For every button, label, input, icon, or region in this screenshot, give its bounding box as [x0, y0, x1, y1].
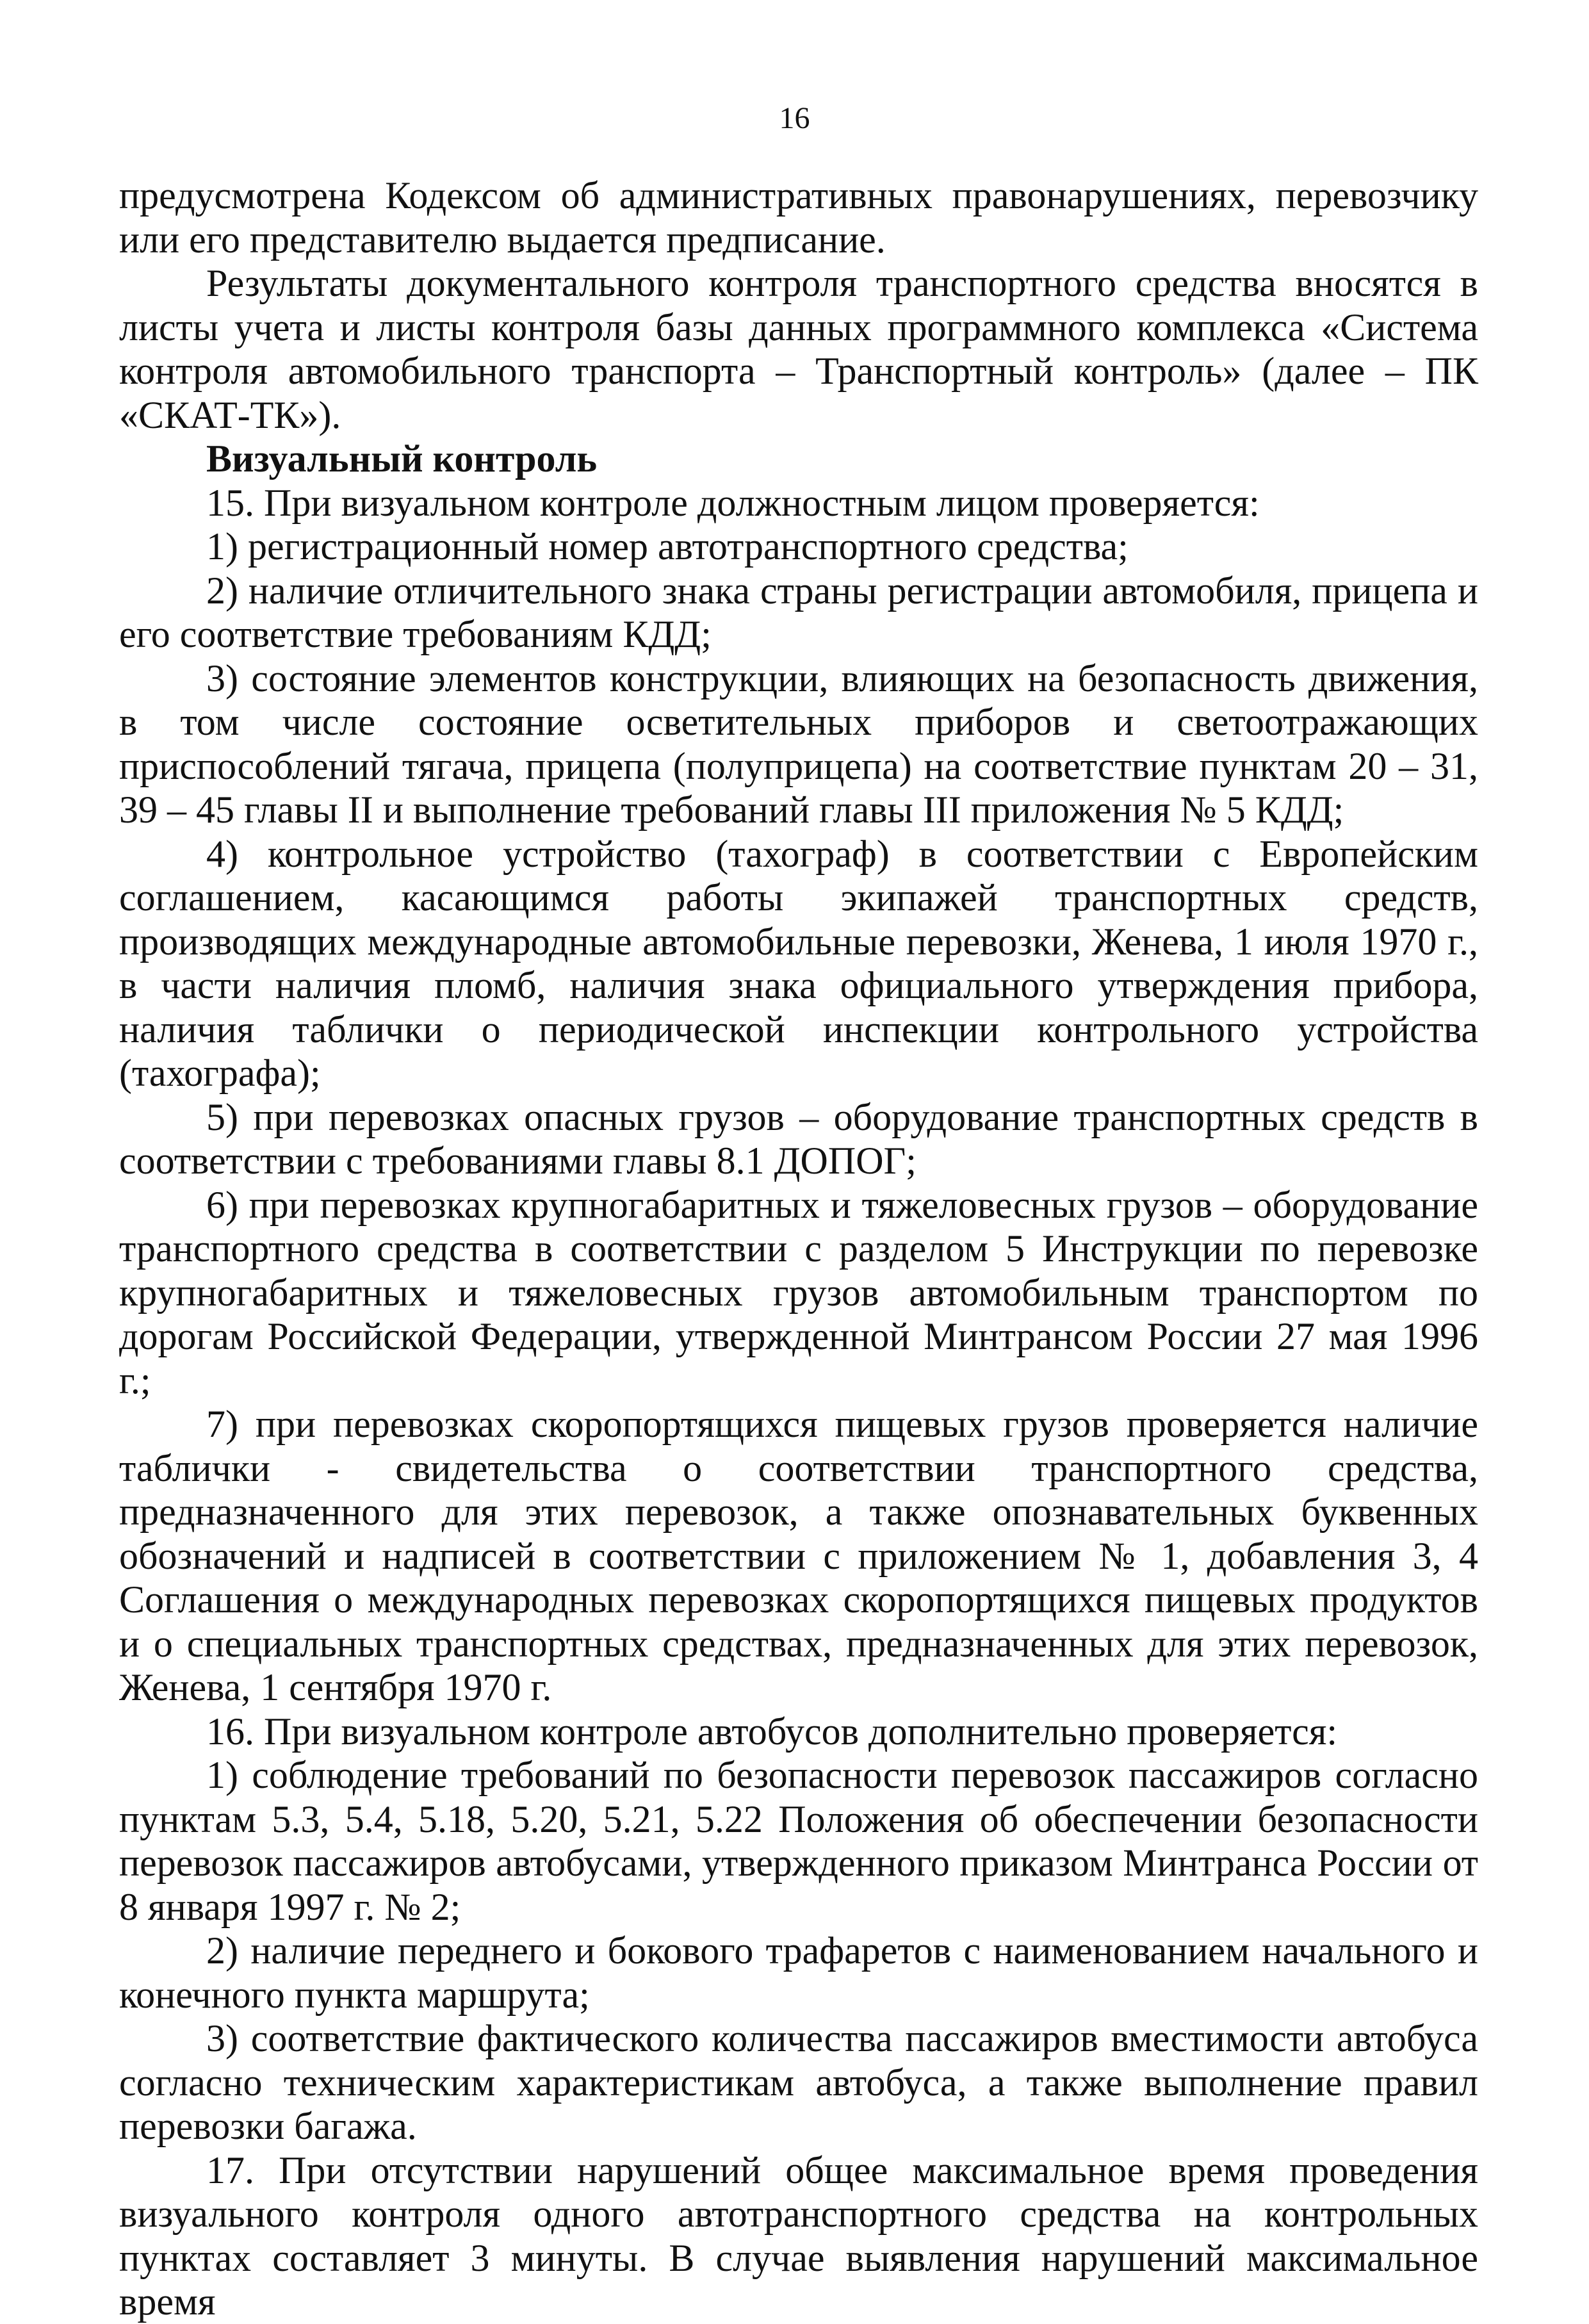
clause-15-item-4: 4) контрольное устройство (тахограф) в соответствии с Европейским соглашением, касающимся работы экипажей транспортных средств, производящих международные автомобильные перевозки, Женева, 1 июля 1970 г., в части наличия пломб, наличия знака официального утверждения прибора, наличия таблички о периодической инспекции контрольного устройства (тахографа); [119, 832, 1478, 1094]
clause-16-item-1: 1) соблюдение требований по безопасности перевозок пассажиров согласно пунктам 5.3, 5.4, 5.18, 5.20, 5.21, 5.22 Положения об обеспечении безопасности перевозок пассажиров автобусами, утвержденного приказом Минтранса России от 8 января 1997 г. № 2; [119, 1754, 1478, 1928]
clause-15-item-5: 5) при перевозках опасных грузов – оборудование транспортных средств в соответствии с требованиями главы 8.1 ДОПОГ; [119, 1095, 1478, 1182]
clause-15-item-7: 7) при перевозках скоропортящихся пищевых грузов проверяется наличие таблички - свидетельства о соответствии транспортного средства, предназначенного для этих перевозок, а также опознавательных буквенных обозначений и надписей в соответствии с приложением № 1, добавления 3, 4 Соглашения о международных перевозках скоропортящихся пищевых продуктов и о специальных транспортных средствах, предназначенных для этих перевозок, Женева, 1 сентября 1970 г. [119, 1403, 1478, 1708]
paragraph-results: Результаты документального контроля транспортного средства вносятся в листы учета и листы контроля базы данных программного комплекса «Система контроля автомобильного транспорта – Транспортный контроль» (далее – ПК «СКАТ-ТК»). [119, 262, 1478, 436]
clause-15-item-6: 6) при перевозках крупногабаритных и тяжеловесных грузов – оборудование транспортного средства в соответствии с разделом 5 Инструкции по перевозке крупногабаритных и тяжеловесных грузов автомобильным транспортом по дорогам Российской Федерации, утвержденной Минтрансом России 27 мая 1996 г.; [119, 1183, 1478, 1402]
document-body [119, 174, 1478, 2324]
clause-15: 15. При визуальном контроле должностным лицом проверяется: [206, 481, 1260, 524]
clause-15-item-2: 2) наличие отличительного знака страны регистрации автомобиля, прицепа и его соответствие требованиям КДД; [119, 569, 1478, 655]
clause-17: 17. При отсутствии нарушений общее максимальное время проведения визуального контроля одного автотранспортного средства на контрольных пунктах составляет 3 минуты. В случае выявления нарушений максимальное время [119, 2148, 1478, 2323]
section-heading-visual-control: Визуальный контроль [206, 438, 598, 480]
clause-15-item-3: 3) состояние элементов конструкции, влияющих на безопасность движения, в том числе состояние осветительных приборов и светоотражающих приспособлений тягача, прицепа (полуприцепа) на соответствие пунктам 20 – 31, 39 – 45 главы II и выполнение требований главы III приложения № 5 КДД; [119, 657, 1478, 831]
clause-16-item-3: 3) соответствие фактического количества пассажиров вместимости автобуса согласно техническим характеристикам автобуса, а также выполнение правил перевозки багажа. [119, 2017, 1478, 2147]
clause-15-item-1: 1) регистрационный номер автотранспортного средства; [206, 525, 1129, 568]
paragraph-continuation: предусмотрена Кодексом об административных правонарушениях, перевозчику или его представителю выдается предписание. [119, 174, 1478, 261]
clause-16-item-2: 2) наличие переднего и бокового трафаретов с наименованием начального и конечного пункта маршрута; [119, 1929, 1478, 2016]
page-number: 16 [779, 101, 810, 135]
clause-16: 16. При визуальном контроле автобусов дополнительно проверяется: [206, 1710, 1338, 1753]
